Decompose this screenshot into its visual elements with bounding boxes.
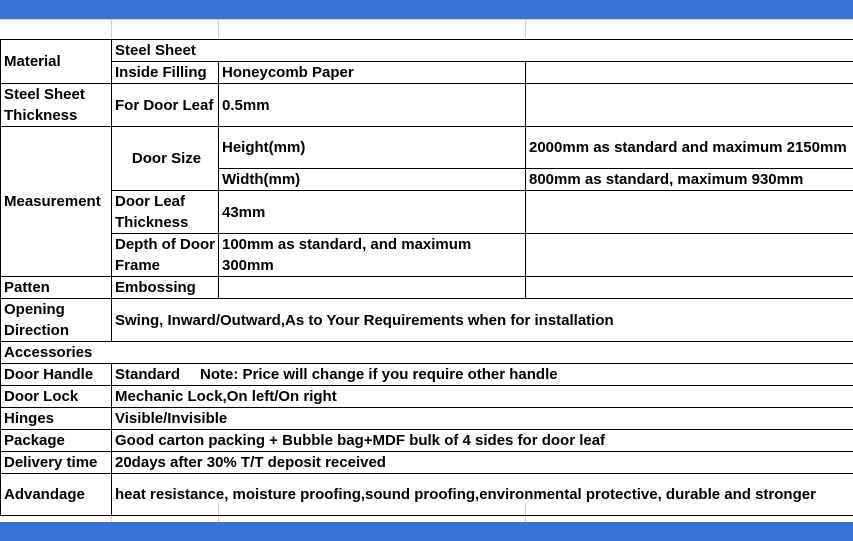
package-value: Good carton packing + Bubble bag+MDF bulk of 4 sides for door leaf	[112, 430, 853, 452]
delivery-value: 20days after 30% T/T deposit received	[112, 452, 853, 474]
lock-label: Door Lock	[1, 386, 112, 408]
opening-label: Opening Direction	[1, 299, 112, 342]
empty-cell	[526, 191, 853, 234]
table-row	[1, 277, 853, 299]
gridline	[525, 19, 526, 39]
advantage-value: heat resistance, moisture proofing,sound proofing,environmental protective, durable and stronger	[112, 474, 853, 516]
gridline	[111, 19, 112, 39]
handle-value: Standard	[115, 366, 181, 383]
hinges-value: Visible/Invisible	[112, 408, 853, 430]
width-label: Width(mm)	[219, 169, 526, 191]
gridline	[0, 19, 853, 20]
advantage-label: Advandage	[1, 474, 112, 516]
leaf-thickness-value: 43mm	[219, 191, 526, 234]
delivery-label: Delivery time	[1, 452, 112, 474]
height-label: Height(mm)	[219, 127, 526, 169]
leaf-thickness-label: Door Leaf Thickness	[112, 191, 219, 234]
handle-note: Note: Price will change if you require other handle	[200, 366, 558, 383]
opening-value: Swing, Inward/Outward,As to Your Requirements when for installation	[112, 299, 853, 342]
table-row	[1, 408, 853, 430]
lock-value: Mechanic Lock,On left/On right	[112, 386, 853, 408]
table-row	[1, 430, 853, 452]
material-label: Material	[1, 40, 112, 84]
handle-label: Door Handle	[1, 364, 112, 386]
gridline	[218, 19, 219, 39]
table-row	[1, 127, 853, 169]
table-row	[1, 342, 853, 364]
table-row	[1, 234, 853, 277]
door-size-label: Door Size	[112, 127, 219, 191]
table-row	[1, 386, 853, 408]
inside-filling-label: Inside Filling	[112, 62, 219, 84]
patten-value: Embossing	[112, 277, 219, 299]
inside-filling-value: Honeycomb Paper	[219, 62, 526, 84]
frame-depth-value: 100mm as standard, and maximum 300mm	[219, 234, 526, 277]
hinges-label: Hinges	[1, 408, 112, 430]
patten-label: Patten	[1, 277, 112, 299]
height-value: 2000mm as standard and maximum 2150mm	[526, 127, 853, 169]
material-value: Steel Sheet	[112, 40, 853, 62]
frame-depth-label: Depth of Door Frame	[112, 234, 219, 277]
spec-table	[0, 39, 853, 516]
empty-cell	[526, 277, 853, 299]
table-row	[1, 364, 853, 386]
bottom-banner	[0, 522, 853, 541]
table-row	[1, 474, 853, 516]
package-label: Package	[1, 430, 112, 452]
handle-value-cell	[112, 364, 853, 386]
table-row	[1, 191, 853, 234]
table-row	[1, 452, 853, 474]
empty-cell	[526, 234, 853, 277]
table-row	[1, 299, 853, 342]
thickness-label: Steel Sheet Thickness	[1, 84, 112, 127]
table-row	[1, 62, 853, 84]
table-row	[1, 40, 853, 62]
accessories-label: Accessories	[1, 342, 853, 364]
width-value: 800mm as standard, maximum 930mm	[526, 169, 853, 191]
empty-cell	[219, 277, 526, 299]
top-banner	[0, 0, 853, 19]
table-row	[1, 84, 853, 127]
empty-cell	[526, 84, 853, 127]
thickness-value: 0.5mm	[219, 84, 526, 127]
door-leaf-label: For Door Leaf	[112, 84, 219, 127]
empty-cell	[526, 62, 853, 84]
measurement-label: Measurement	[1, 127, 112, 277]
